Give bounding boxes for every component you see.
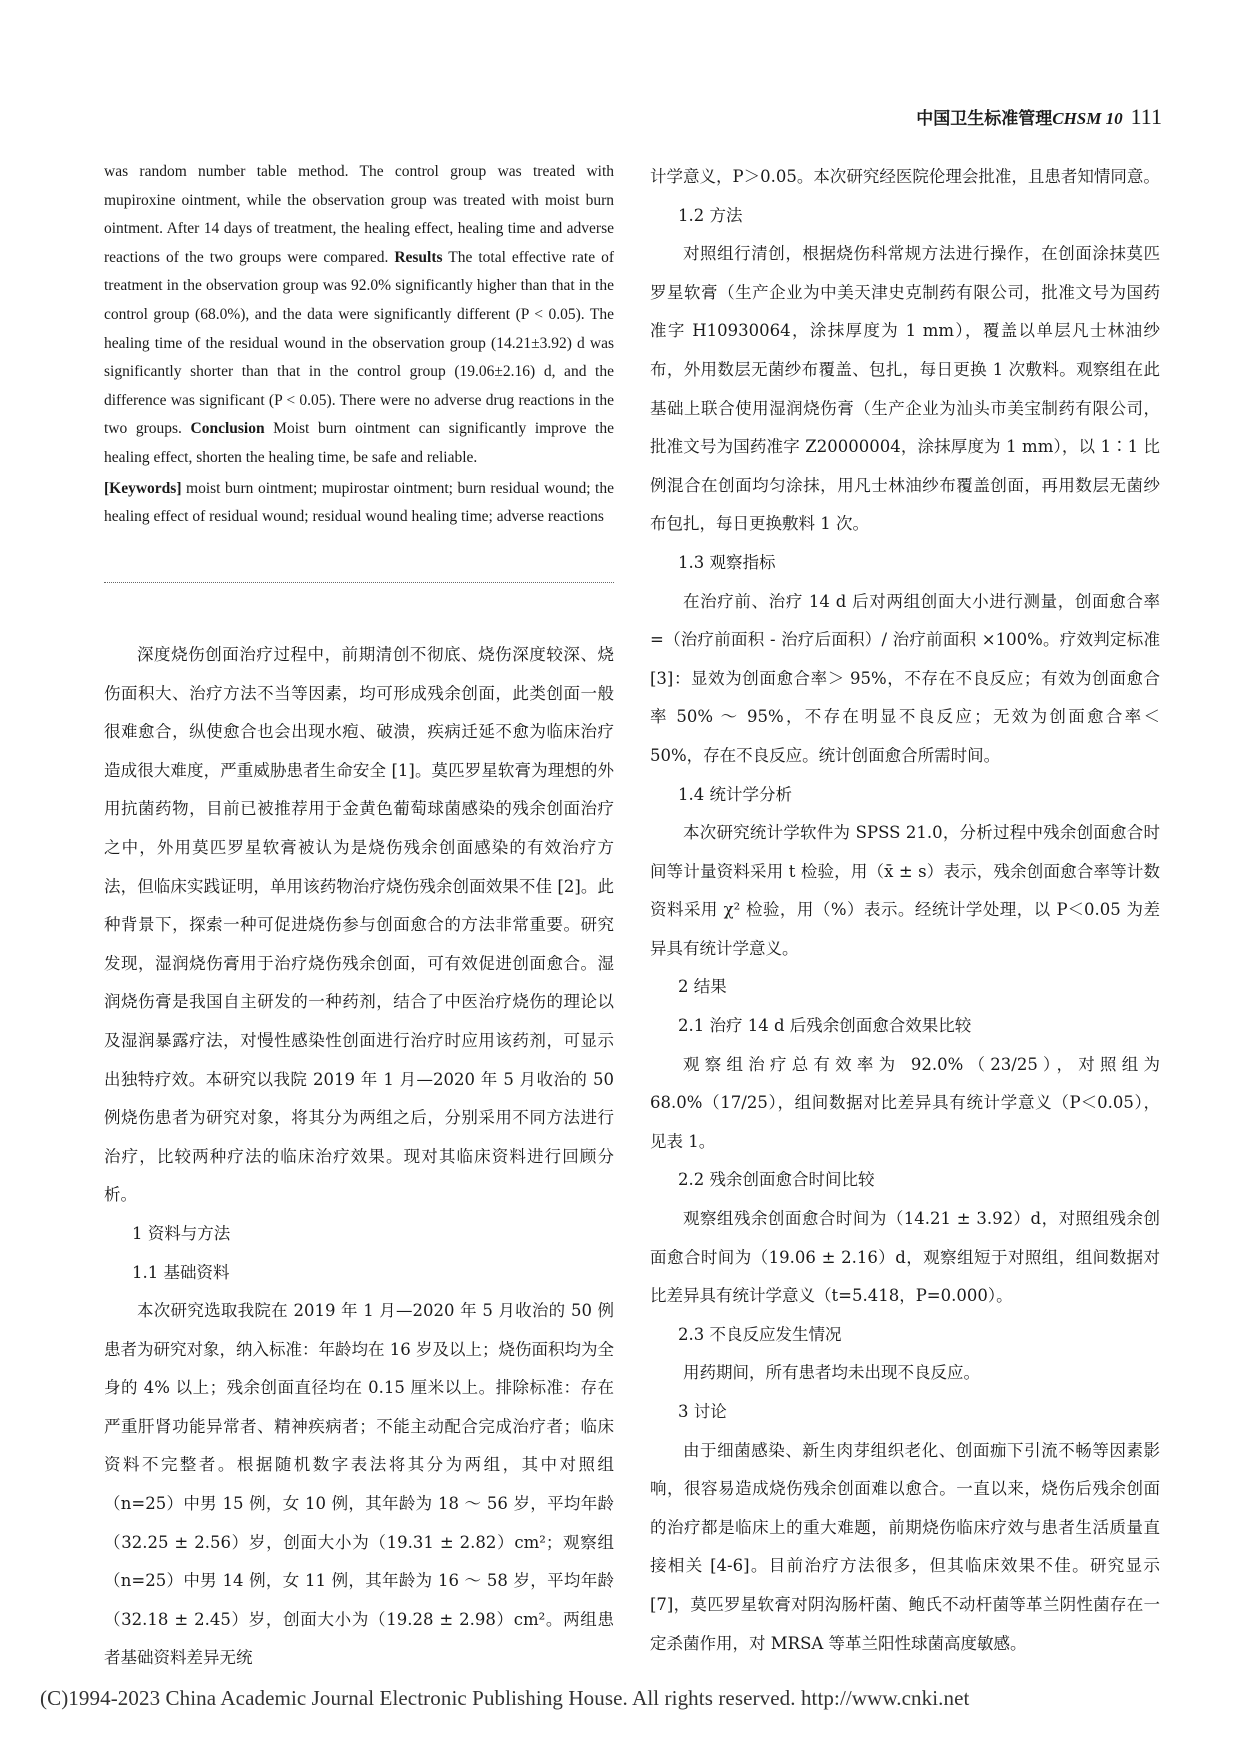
body-paragraph: 深度烧伤创面治疗过程中，前期清创不彻底、烧伤深度较深、烧伤面积大、治疗方法不当等因素，均可形成残余创面，此类创面一般很难愈合，纵使愈合也会出现水疱、破溃，疾病迁延不愈为临床治疗造成很大难度，严重威胁患者生命安全 [1]。莫匹罗星软膏为理想的外用抗菌药物，目前已被推荐用于金黄色葡萄球菌感染的残余创面治疗之中，外用莫匹罗星软膏被认为是烧伤残余创面感染的有效治疗方法，但临床实践证明，单用该药物治疗烧伤残余创面效果不佳 [2]。此种背景下，探索一种可促进烧伤参与创面愈合的方法非常重要。研究发现，湿润烧伤膏用于治疗烧伤残余创面，可有效促进创面愈合。湿润烧伤膏是我国自主研发的一种药剂，结合了中医治疗烧伤的理论以及湿润暴露疗法，对慢性感染性创面进行治疗时应用该药剂，可显示出独特疗效。本研究以我院 2019 年 1 月—2020 年 5 月收治的 50 例烧伤患者为研究对象，将其分为两组之后，分别采用不同方法进行治疗，比较两种疗法的临床治疗效果。现对其临床资料进行回顾分析。 — [104, 645, 614, 1205]
subsection-heading: 2.1 治疗 14 d 后残余创面愈合效果比较 — [678, 1016, 972, 1036]
section-heading: 3 讨论 — [678, 1402, 727, 1421]
section-heading: 1 资料与方法 — [132, 1223, 231, 1243]
running-header — [916, 104, 1162, 130]
body-paragraph: 本次研究选取我院在 2019 年 1 月—2020 年 5 月收治的 50 例患者为研究对象，纳入标准：年龄均在 16 岁及以上；烧伤面积均为全身的 4% 以上；残余创面直径均在 0.15 厘米以上。排除标准：存在严重肝肾功能异常者、精神疾病者；不能主动配合完成治疗者；临床资料不完整者。根据随机数字表法将其分为两组，其中对照组（n=25）中男 15 例，女 10 例，其年龄为 18 ～ 56 岁，平均年龄（32.25 ± 2.56）岁，创面大小为（19.31 ± 2.82）cm²；观察组（n=25）中男 14 例，女 11 例，其年龄为 16 ～ 58 岁，平均年龄（32.18 ± 2.45）岁，创面大小为（19.28 ± 2.98）cm²。两组患者基础资料差异无统 — [104, 1301, 614, 1668]
body-paragraph: 观察组治疗总有效率为 92.0%（23/25），对照组为 68.0%（17/25），组间数据对比差异具有统计学意义（P＜0.05），见表 1。 — [650, 1054, 1160, 1151]
right-body-text — [650, 158, 1160, 1663]
subsection-heading: 1.2 方法 — [678, 205, 743, 225]
left-column — [104, 158, 614, 532]
subsection-heading: 1.4 统计学分析 — [678, 784, 792, 804]
body-paragraph: 计学意义，P＞0.05。本次研究经医院伦理会批准，且患者知情同意。 — [650, 167, 1160, 186]
body-paragraph: 用药期间，所有患者均未出现不良反应。 — [683, 1363, 980, 1383]
subsection-heading: 1.1 基础资料 — [132, 1262, 230, 1282]
body-paragraph: 对照组行清创，根据烧伤科常规方法进行操作，在创面涂抹莫匹罗星软膏（生产企业为中美天津史克制药有限公司，批准文号为国药准字 H10930064，涂抹厚度为 1 mm），覆盖以单层凡士林油纱布，外用数层无菌纱布覆盖、包扎，每日更换 1 次敷料。观察组在此基础上联合使用湿润烧伤膏（生产企业为汕头市美宝制药有限公司，批准文号为国药准字 Z20000004，涂抹厚度为 1 mm），以 1∶1 比例混合在创面均匀涂抹，用凡士林油纱布覆盖创面，再用数层无菌纱布包扎，每日更换敷料 1 次。 — [650, 244, 1160, 534]
page-number: 111 — [1130, 104, 1162, 129]
body-paragraph: 由于细菌感染、新生肉芽组织老化、创面痂下引流不畅等因素影响，很容易造成烧伤残余创面难以愈合。一直以来，烧伤后残余创面的治疗都是临床上的重大难题，前期烧伤临床疗效与患者生活质量直接相关 [4-6]。目前治疗方法很多，但其临床效果不佳。研究显示 [7]，莫匹罗星软膏对阴沟肠杆菌、鲍氏不动杆菌等革兰阴性菌存在一定杀菌作用，对 MRSA 等革兰阳性球菌高度敏感。 — [650, 1440, 1160, 1653]
subsection-heading: 2.2 残余创面愈合时间比较 — [678, 1170, 875, 1190]
body-paragraph: 在治疗前、治疗 14 d 后对两组创面大小进行测量，创面愈合率 =（治疗前面积 - 治疗后面积）/ 治疗前面积 ×100%。疗效判定标准 [3]：显效为创面愈合率＞ 95%，不存在不良反应；有效为创面愈合率 50% ～ 95%，不存在明显不良反应；无效为创面愈合率＜ 50%，存在不良反应。统计创面愈合所需时间。 — [650, 591, 1160, 765]
keywords: [Keywords] moist burn ointment; mupirostar ointment; burn residual wound; the healing effect of residual wound; residual wound healing time; adverse reactions — [104, 479, 614, 526]
left-body-text — [104, 636, 614, 1678]
english-abstract — [104, 158, 614, 532]
body-paragraph: 观察组残余创面愈合时间为（14.21 ± 3.92）d，对照组残余创面愈合时间为（19.06 ± 2.16）d，观察组短于对照组，组间数据对比差异具有统计学意义（t=5.418，P=0.000）。 — [650, 1209, 1160, 1306]
section-heading: 2 结果 — [678, 977, 727, 997]
abstract-paragraph: was random number table method. The control group was treated with mupiroxine ointment, while the observation group was treated with moist burn ointment. After 14 days of treatment, the healing effect, healing time and adverse reactions of the two groups were compared. Results The total effective rate of treatment in the observation group was 92.0% significantly higher than that in the control group (68.0%), and the data were significantly different (P < 0.05). The healing time of the residual wound in the observation group (14.21±3.92) d was significantly shorter than that in the control group (19.06±2.16) d, and the difference was significant (P < 0.05). There were no adverse drug reactions in the two groups. Conclusion Moist burn ointment can significantly improve the healing effect, shorten the healing time, be safe and reliable. — [104, 163, 614, 466]
body-paragraph: 本次研究统计学软件为 SPSS 21.0，分析过程中残余创面愈合时间等计量资料采用 t 检验，用（x̄ ± s）表示，残余创面愈合率等计数资料采用 χ² 检验，用（%）表示。经统计学处理，以 P＜0.05 为差异具有统计学意义。 — [650, 823, 1160, 958]
subsection-heading: 2.3 不良反应发生情况 — [678, 1324, 842, 1344]
copyright-footer: (C)1994-2023 China Academic Journal Electronic Publishing House. All rights reserved. http://www.cnki.net — [40, 1686, 970, 1710]
subsection-heading: 1.3 观察指标 — [678, 552, 776, 572]
journal-title: 中国卫生标准管理CHSM 10 — [916, 109, 1123, 128]
abstract-divider — [104, 582, 614, 583]
